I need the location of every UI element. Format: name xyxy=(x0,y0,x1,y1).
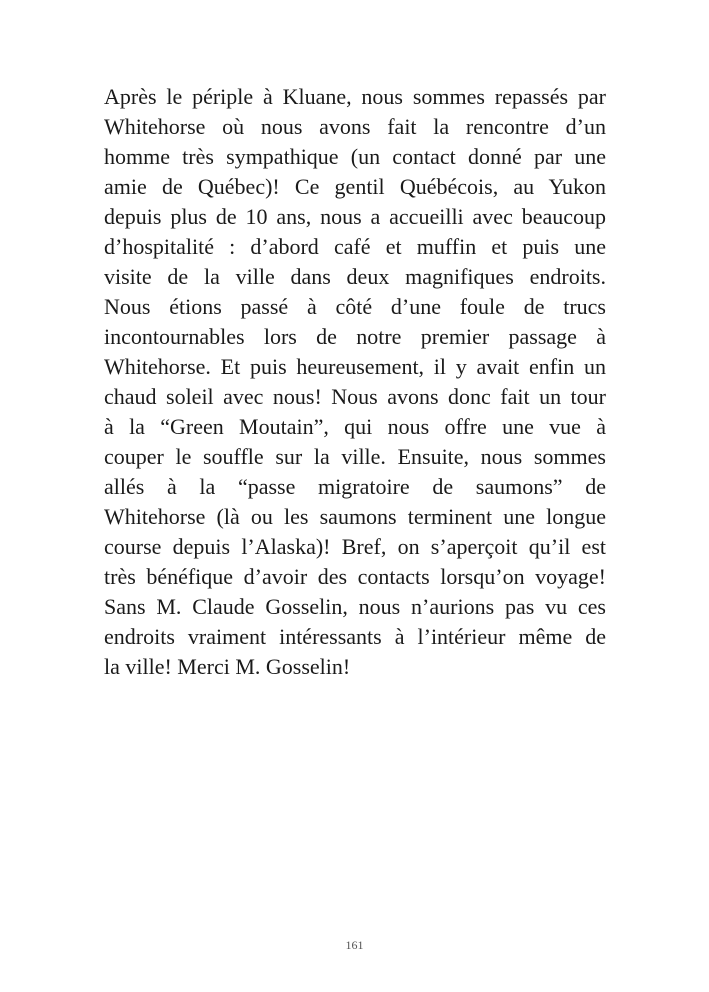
paragraph-line-12: à la “Green Moutain”, qui nous offre une vue à xyxy=(104,414,606,439)
paragraph-line-13: couper le souffle sur la ville. Ensuite, nous sommes xyxy=(104,444,606,469)
paragraph-line-2: Whitehorse où nous avons fait la rencontre d’un xyxy=(104,114,606,139)
paragraph-line-19: endroits vraiment intéressants à l’intérieur même de xyxy=(104,624,606,649)
paragraph-line-15: Whitehorse (là ou les saumons terminent une longue xyxy=(104,504,606,529)
paragraph-line-9: incontournables lors de notre premier passage à xyxy=(104,324,606,349)
paragraph-line-16: course depuis l’Alaska)! Bref, on s’aperçoit qu’il est xyxy=(104,534,606,559)
paragraph-line-1: Après le périple à Kluane, nous sommes repassés par xyxy=(104,84,606,109)
paragraph-line-14: allés à la “passe migratoire de saumons” de xyxy=(104,474,606,499)
paragraph-line-18: Sans M. Claude Gosselin, nous n’aurions pas vu ces xyxy=(104,594,606,619)
paragraph-line-3: homme très sympathique (un contact donné par une xyxy=(104,144,606,169)
paragraph-line-11: chaud soleil avec nous! Nous avons donc fait un tour xyxy=(104,384,606,409)
page-number: 161 xyxy=(345,938,364,952)
paragraph-line-10: Whitehorse. Et puis heureusement, il y avait enfin un xyxy=(104,354,606,379)
paragraph-line-20: la ville! Merci M. Gosselin! xyxy=(104,654,351,679)
paragraph-line-6: d’hospitalité : d’abord café et muffin et puis une xyxy=(104,234,606,259)
paragraph-line-7: visite de la ville dans deux magnifiques endroits. xyxy=(104,264,606,289)
paragraph-line-5: depuis plus de 10 ans, nous a accueilli avec beaucoup xyxy=(104,204,606,229)
paragraph-line-8: Nous étions passé à côté d’une foule de trucs xyxy=(104,294,606,319)
body-paragraph xyxy=(104,82,606,682)
paragraph-line-17: très bénéfique d’avoir des contacts lorsqu’on voyage! xyxy=(104,564,606,589)
paragraph-line-4: amie de Québec)! Ce gentil Québécois, au Yukon xyxy=(104,174,606,199)
